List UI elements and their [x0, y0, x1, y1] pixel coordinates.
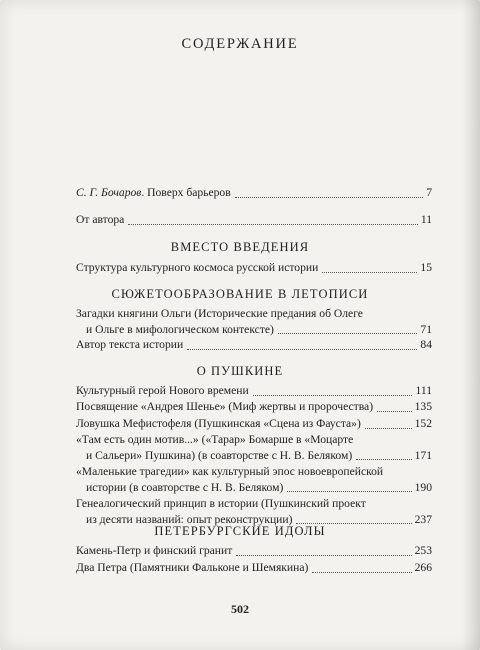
entry-author: С. Г. Бочаров	[76, 186, 142, 199]
entry-title-cont: и Сальери» Пушкина) (в соавторстве с Н. В. Беляком)	[86, 448, 353, 462]
entry-title: Два Петра (Памятники Фальконе и Шемякина)	[76, 561, 309, 574]
entry-title: Ловушка Мефистофеля (Пушкинская «Сцена из Фауста»)	[76, 417, 361, 430]
dot-leader	[187, 348, 417, 350]
entry-title-cont: истории (в соавторстве с Н. В. Беляком)	[86, 480, 284, 494]
dot-leader	[365, 427, 412, 429]
dot-leader	[236, 554, 411, 556]
toc-entry-bocharov	[76, 185, 432, 201]
dot-leader	[253, 394, 413, 396]
toc-entry	[76, 260, 432, 276]
entry-page: 15	[420, 261, 432, 274]
toc-entry	[76, 464, 432, 495]
entry-title: Генеалогический принцип в истории (Пушкинский проект	[76, 497, 366, 510]
entry-title: Автор текста истории	[76, 338, 184, 351]
toc-entry	[76, 416, 432, 432]
entry-page: 111	[415, 384, 432, 397]
dot-leader	[312, 571, 411, 573]
entry-title: Посвящение «Андрея Шенье» (Миф жертвы и пророчества)	[76, 400, 374, 413]
dot-leader	[322, 271, 417, 273]
entry-title: . Поверх барьеров	[141, 186, 231, 199]
entry-title: Камень-Петр и финский гранит	[76, 544, 233, 557]
dot-leader	[128, 223, 418, 225]
section-heading: О ПУШКИНЕ	[196, 364, 284, 378]
toc-entry	[76, 383, 432, 399]
entry-page: 11	[420, 213, 432, 226]
toc-entry	[76, 432, 432, 463]
section-heading: ПЕТЕРБУРГСКИЕ ИДОЛЫ	[154, 524, 326, 538]
entry-page: 266	[414, 561, 432, 574]
entry-title: «Маленькие трагедии» как культурный эпос новоевропейской	[76, 465, 384, 478]
entry-title: Культурный герой Нового времени	[76, 384, 249, 397]
dot-leader	[356, 458, 411, 460]
entry-title: «Там есть один мотив...» («Тарар» Бомарше в «Моцарте	[76, 433, 354, 446]
entry-title-cont: и Ольге в мифологическом контексте)	[86, 322, 274, 336]
entry-page: 135	[414, 400, 432, 413]
entry-page: 71	[420, 322, 432, 336]
entry-page: 253	[414, 544, 432, 557]
page-title: СОДЕРЖАНИЕ	[181, 36, 299, 52]
toc-entry-from-author	[76, 212, 432, 228]
toc-entry	[76, 543, 432, 559]
entry-page: 152	[414, 417, 432, 430]
entry-page: 84	[420, 338, 432, 351]
toc-entry	[76, 399, 432, 415]
dot-leader	[377, 410, 412, 412]
toc-entry	[76, 306, 432, 337]
entry-title: От автора	[76, 213, 125, 226]
dot-leader	[235, 196, 424, 198]
entry-title: Структура культурного космоса русской истории	[76, 261, 319, 274]
toc-entry	[76, 337, 432, 353]
toc-entry	[76, 496, 432, 527]
entry-page: 237	[414, 512, 432, 526]
toc-entry	[76, 560, 432, 576]
page-number: 502	[231, 602, 249, 616]
entry-page: 190	[414, 480, 432, 494]
entry-title: Загадки княгини Ольги (Исторические предания об Олеге	[76, 307, 363, 320]
entry-page: 7	[426, 186, 432, 199]
section-heading: ВМЕСТО ВВЕДЕНИЯ	[170, 240, 310, 254]
dot-leader	[278, 332, 418, 334]
entry-page: 171	[414, 448, 432, 462]
dot-leader	[287, 490, 411, 492]
section-heading: СЮЖЕТООБРАЗОВАНИЕ В ЛЕТОПИСИ	[111, 287, 369, 301]
entry-title-cont: из десяти названий: опыт реконструкции)	[86, 512, 293, 526]
